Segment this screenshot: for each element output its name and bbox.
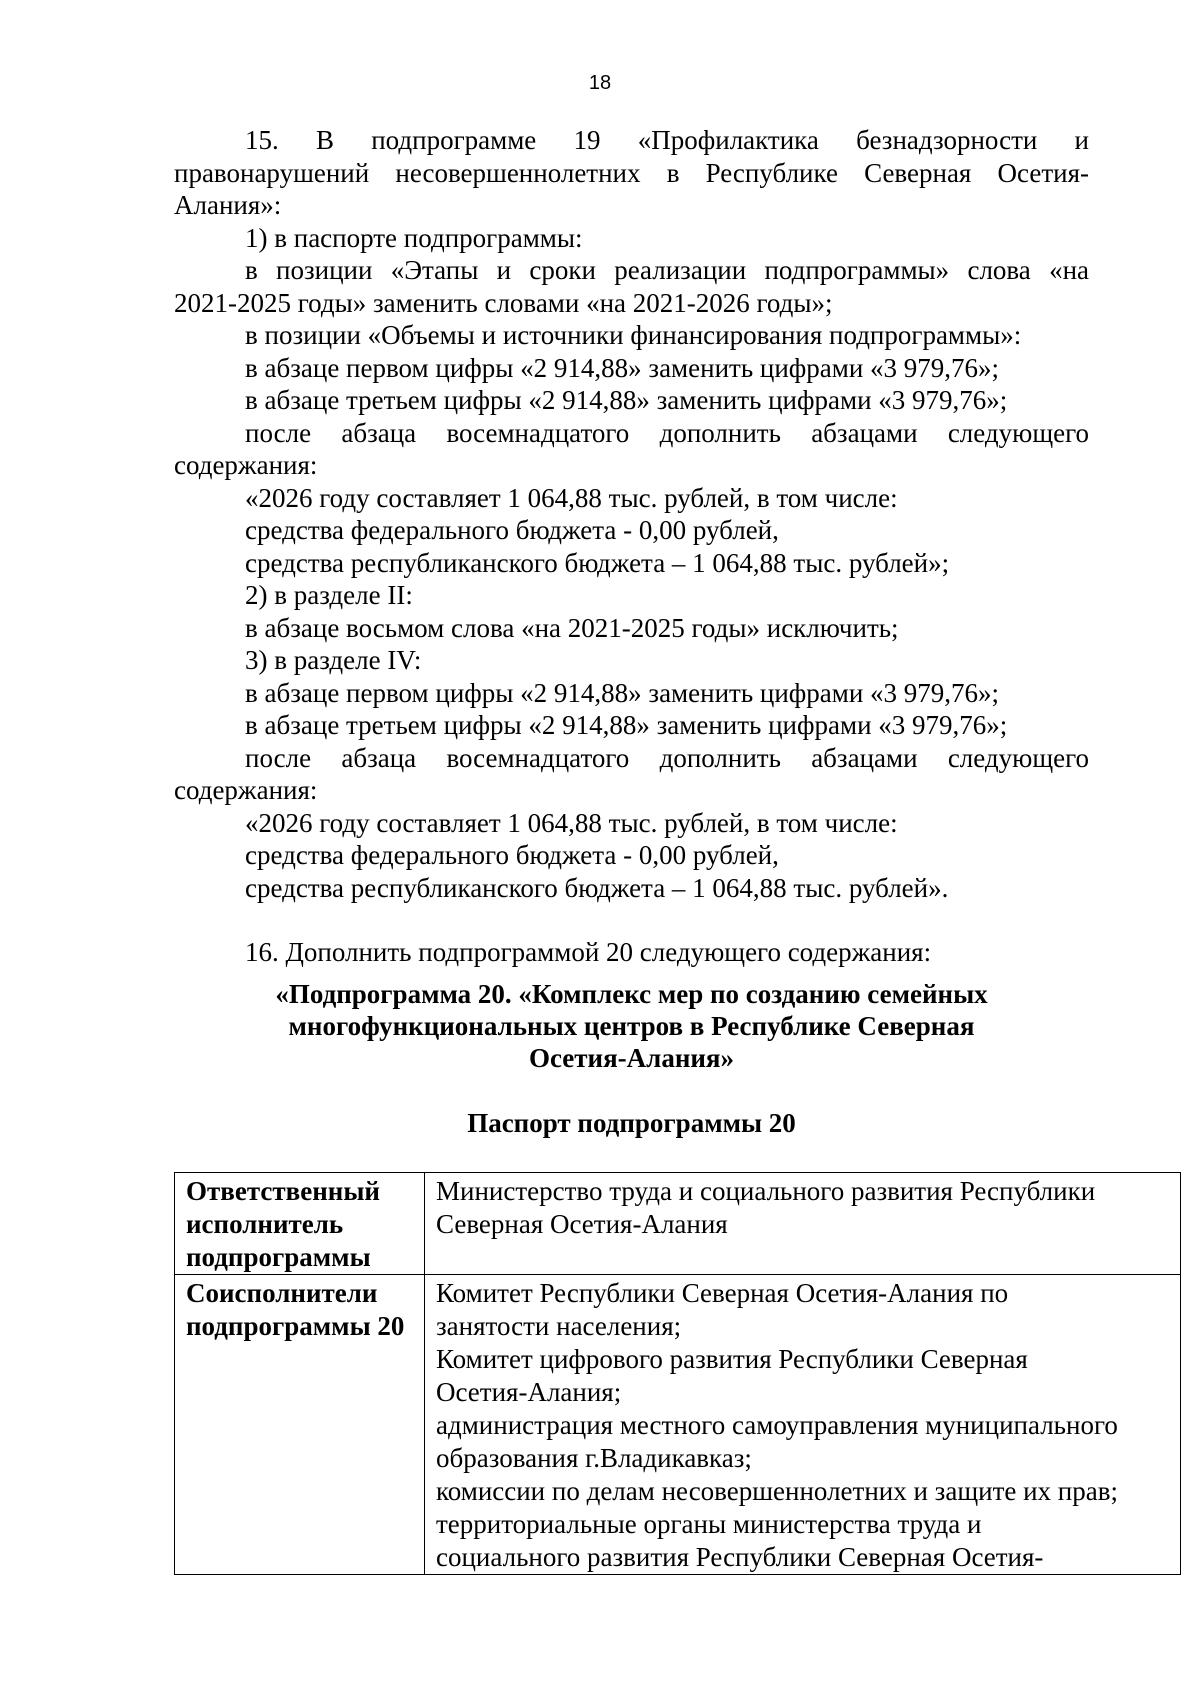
subprogram-heading [174, 978, 1089, 1074]
amendment-line: содержания: [174, 450, 318, 480]
row-value-line: администрация местного самоуправления муниципального [436, 1410, 1118, 1440]
quoted-line: средства федерального бюджета - 0,00 рублей, [245, 515, 779, 545]
amendment-line: после абзаца восемнадцатого дополнить абзацами следующего [245, 417, 1089, 448]
row-label-line: Ответственный [186, 1176, 380, 1206]
item15-line: 15. В подпрограмме 19 «Профилактика безнадзорности и [245, 125, 1089, 155]
item15-line: Алания»: [174, 190, 282, 220]
amendment-line: содержания: [174, 775, 318, 805]
subprogram-heading-line: Осетия-Алания» [528, 1043, 735, 1073]
row-label-line: подпрограммы 20 [186, 1311, 405, 1341]
row-label-line: подпрограммы [186, 1242, 371, 1272]
quoted-line: «2026 году составляет 1 064,88 тыс. рублей, в том числе: [245, 482, 898, 513]
subsection-heading: 2) в разделе II: [245, 580, 413, 610]
row-value-cell [425, 1275, 1181, 1575]
item16-line: 16. Дополнить подпрограммой 20 следующего содержания: [245, 937, 932, 967]
amendment-line: в позиции «Объемы и источники финансирования подпрограммы»: [245, 320, 1022, 350]
passport-table [174, 1172, 1181, 1575]
amendment-line: в абзаце восьмом слова «на 2021-2025 годы» исключить; [245, 612, 899, 643]
amendment-line: после абзаца восемнадцатого дополнить абзацами следующего [245, 742, 1089, 773]
row-label-line: Соисполнители [186, 1278, 378, 1308]
quoted-line: средства республиканского бюджета – 1 064,88 тыс. рублей». [245, 872, 949, 903]
subsection-heading: 1) в паспорте подпрограммы: [245, 222, 583, 253]
table-row [175, 1275, 1181, 1575]
row-value-line: территориальные органы министерства труда и [436, 1509, 982, 1539]
row-value-line: Министерство труда и социального развития Республики [436, 1176, 1096, 1206]
row-value-line: Северная Осетия-Алания [436, 1209, 728, 1239]
row-value-line: занятости населения; [436, 1311, 682, 1341]
quoted-line: средства республиканского бюджета – 1 064,88 тыс. рублей»; [245, 547, 950, 578]
amendment-line: в абзаце третьем цифры «2 914,88» заменить цифрами «3 979,76»; [245, 385, 1008, 415]
amendment-line: в абзаце первом цифры «2 914,88» заменить цифрами «3 979,76»; [245, 677, 1000, 708]
passport-title: Паспорт подпрограммы 20 [467, 1108, 796, 1138]
row-label-cell [175, 1275, 425, 1575]
table-row [175, 1173, 1181, 1275]
row-value-line: Осетия-Алания; [436, 1377, 622, 1407]
page-number: 18 [588, 72, 612, 94]
row-value-line: социального развития Республики Северная Осетия- [436, 1542, 1044, 1572]
amendment-line: 2021-2025 годы» заменить словами «на 2021-2026 годы»; [174, 287, 833, 318]
subprogram-heading-line: многофункциональных центров в Республике Северная [288, 1011, 975, 1041]
row-value-line: комиссии по делам несовершеннолетних и защите их прав; [436, 1476, 1118, 1506]
amendment-line: в позиции «Этапы и сроки реализации подпрограммы» слова «на [245, 255, 1089, 285]
row-value-line: Комитет цифрового развития Республики Северная [436, 1344, 1028, 1374]
amendment-line: в абзаце третьем цифры «2 914,88» заменить цифрами «3 979,76»; [245, 710, 1008, 740]
row-value-line: образования г.Владикавказ; [436, 1443, 752, 1473]
item15-line: правонарушений несовершеннолетних в Республике Северная Осетия- [174, 157, 1089, 188]
quoted-line: средства федерального бюджета - 0,00 рублей, [245, 840, 779, 870]
row-value-line: Комитет Республики Северная Осетия-Алания по [436, 1278, 1009, 1308]
paragraph-gap [174, 904, 1089, 936]
subprogram-heading-line: «Подпрограмма 20. «Комплекс мер по созданию семейных [275, 979, 988, 1009]
amendment-line: в абзаце первом цифры «2 914,88» заменить цифрами «3 979,76»; [245, 352, 1000, 383]
row-value-cell [425, 1173, 1181, 1275]
subsection-heading: 3) в разделе IV: [245, 645, 422, 675]
quoted-line: «2026 году составляет 1 064,88 тыс. рублей, в том числе: [245, 807, 898, 838]
amendments-text [174, 124, 1089, 969]
row-label-cell [175, 1173, 425, 1275]
row-label-line: исполнитель [186, 1209, 344, 1239]
